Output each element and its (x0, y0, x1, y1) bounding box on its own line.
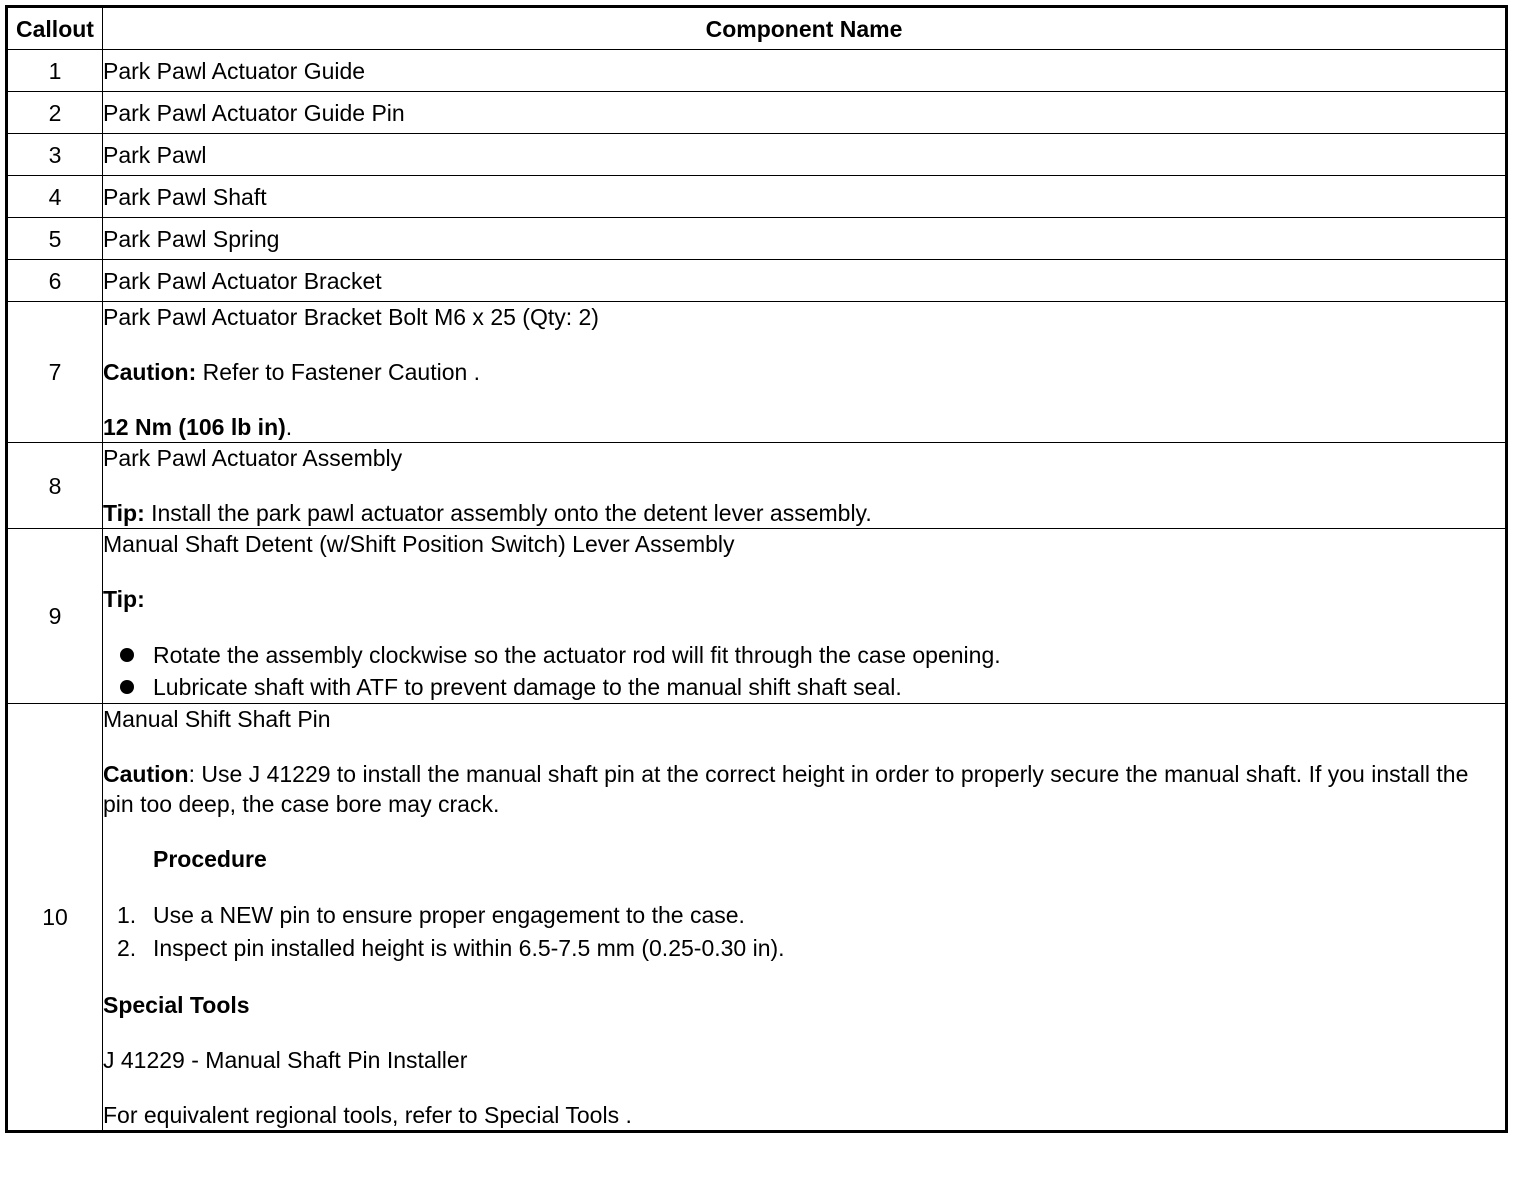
component-name-cell (103, 704, 1507, 1132)
tip-label: Tip: (103, 586, 145, 612)
callout-cell: 10 (7, 704, 103, 1132)
callout-cell: 7 (7, 302, 103, 443)
component-name-header: Component Name (103, 7, 1507, 50)
list-item: 2. Inspect pin installed height is within 6.5-7.5 mm (0.25-0.30 in). (117, 935, 785, 961)
callout-cell: 5 (7, 218, 103, 260)
component-name: Manual Shift Shaft Pin (103, 706, 331, 732)
component-name-cell: Park Pawl Actuator Guide Pin (103, 92, 1507, 134)
table-row (7, 134, 1507, 176)
header-row (7, 7, 1507, 50)
table-row (7, 92, 1507, 134)
component-name-cell: Park Pawl Spring (103, 218, 1507, 260)
component-name: Manual Shaft Detent (w/Shift Position Switch) Lever Assembly (103, 531, 735, 557)
bullet-icon (120, 648, 134, 662)
tip-note (103, 584, 1505, 614)
component-name-cell: Park Pawl Shaft (103, 176, 1507, 218)
caution-text: : Use J 41229 to install the manual shaft pin at the correct height in order to properly secure the manual shaft. If you install the pin too deep, the case bore may crack. (103, 761, 1469, 817)
procedure-steps (103, 899, 1505, 965)
tip-note (103, 498, 1505, 528)
table-row (7, 260, 1507, 302)
tip-bullet-list (103, 639, 1505, 703)
bullet-icon (120, 680, 134, 694)
table-row (7, 176, 1507, 218)
list-item: 1. Use a NEW pin to ensure proper engagement to the case. (117, 902, 745, 928)
caution-label: Caution: (103, 359, 197, 385)
caution-note (103, 759, 1505, 819)
callout-cell: 3 (7, 134, 103, 176)
procedure-heading: Procedure (153, 846, 267, 872)
callout-cell: 4 (7, 176, 103, 218)
caution-text: Refer to Fastener Caution . (196, 359, 481, 385)
tip-label: Tip: (103, 500, 145, 526)
table-row (7, 302, 1507, 443)
list-item: Rotate the assembly clockwise so the actuator rod will fit through the case opening. (103, 639, 1505, 671)
component-name-cell (103, 302, 1507, 443)
tip-text: Install the park pawl actuator assembly onto the detent lever assembly. (144, 500, 872, 526)
table-row (7, 218, 1507, 260)
component-name: Park Pawl Actuator Bracket Bolt M6 x 25 (Qty: 2) (103, 304, 599, 330)
caution-note (103, 357, 1505, 387)
caution-label: Caution (103, 761, 189, 787)
component-name-cell: Park Pawl Actuator Guide (103, 50, 1507, 92)
component-name-cell: Park Pawl Actuator Bracket (103, 260, 1507, 302)
callout-header: Callout (7, 7, 103, 50)
components-table (5, 5, 1508, 1133)
table-row (7, 704, 1507, 1132)
component-name: Park Pawl Actuator Assembly (103, 445, 403, 471)
torque-value: 12 Nm (106 lb in) (103, 414, 286, 440)
callout-cell: 1 (7, 50, 103, 92)
regional-tools-note: For equivalent regional tools, refer to Special Tools . (103, 1102, 632, 1128)
table-row (7, 443, 1507, 529)
component-name-cell (103, 529, 1507, 704)
special-tools-heading: Special Tools (103, 992, 250, 1018)
callout-cell: 6 (7, 260, 103, 302)
table-row (7, 50, 1507, 92)
table-row (7, 529, 1507, 704)
callout-cell: 2 (7, 92, 103, 134)
list-item: Lubricate shaft with ATF to prevent damage to the manual shift shaft seal. (103, 671, 1505, 703)
special-tool: J 41229 - Manual Shaft Pin Installer (103, 1047, 468, 1073)
component-name-cell (103, 443, 1507, 529)
torque-spec: 12 Nm (106 lb in). (103, 414, 293, 440)
component-name-cell: Park Pawl (103, 134, 1507, 176)
callout-cell: 9 (7, 529, 103, 704)
callout-cell: 8 (7, 443, 103, 529)
